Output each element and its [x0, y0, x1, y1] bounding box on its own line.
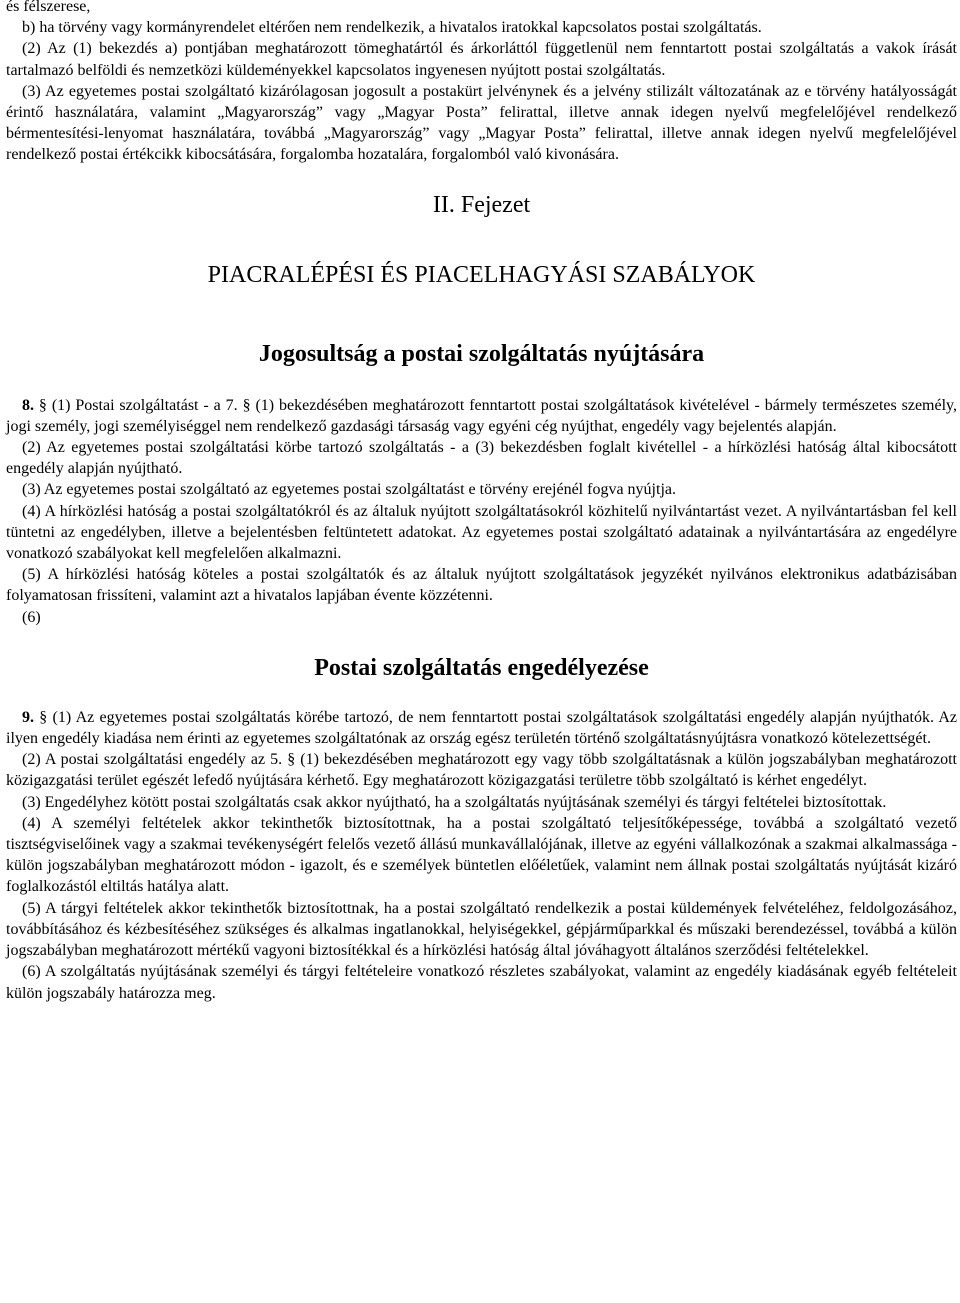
chapter-number: II. Fejezet — [432, 191, 531, 218]
section-8-p1-text: § (1) Postai szolgáltatást - a 7. § (1) bekezdésében meghatározott fenntartott postai szolgáltatások kivételével - bármely természetes személy, jogi személy, jogi személyiséggel nem rendelkező gazdasági társaság vagy egyéni cég nyújthat, engedély vagy bejelentés alapján. — [6, 396, 958, 435]
paragraph-3: (3) Az egyetemes postai szolgáltató kizárólagosan jogosult a postakürt jelvénynek és a jelvény stilizált változatának az e törvény hatályosságát érintő használatára, valamint „Magyarország” vagy „Magyar Posta” felirattal, illetve annak idegen nyelvű megfelelőjével rendelkező bérmentesítési-lenyomat használatára, továbbá „Magyarország” vagy „Magyar Posta” felirattal, illetve annak idegen nyelvű megfelelőjével rendelkező postai értékcikk kibocsátására, forgalomba hozatalára, forgalomból való kivonására. — [6, 82, 957, 164]
section-title-9: Postai szolgáltatás engedélyezése — [314, 654, 649, 681]
section-8-paragraph-3: (3) Az egyetemes postai szolgáltató az egyetemes postai szolgáltatást e törvény erejénél fogva nyújtja. — [22, 481, 676, 499]
section-8-paragraph-6: (6) — [22, 608, 41, 626]
section-8-paragraph-4: (4) A hírközlési hatóság a postai szolgáltatókról és az általuk nyújtott szolgáltatásokról közhitelű nyilvántartást vezet. A nyilvántartásban fel kell tüntetni az engedélyben, illetve a bejelentésben feltüntetett adatokat. Az egyetemes postai szolgáltató adatainak a nyilvántartására az engedélyre vonatkozó szabályokat kell megfelelően alkalmazni. — [6, 502, 957, 563]
section-number: 9. — [22, 708, 34, 726]
section-9-paragraph-6: (6) A szolgáltatás nyújtásának személyi és tárgyi feltételeire vonatkozó részletes szabályokat, valamint az engedély kiadásának egyéb feltételeit külön jogszabály határozza meg. — [6, 963, 957, 1002]
document-page — [6, 0, 957, 1004]
section-8-paragraph-2: (2) Az egyetemes postai szolgáltatási körbe tartozó szolgáltatás - a (3) bekezdésben foglalt kivétellel - a hírközlési hatóság által kibocsátott engedély alapján nyújtható. — [6, 439, 957, 478]
section-8-paragraph-1 — [6, 395, 957, 437]
section-title-8: Jogosultság a postai szolgáltatás nyújtására — [258, 340, 705, 367]
section-9-p1-text: § (1) Az egyetemes postai szolgáltatás körébe tartozó, de nem fenntartott postai szolgáltatások szolgáltatási engedély alapján nyújthatók. Az ilyen engedély kiadása nem érinti az egyetemes szolgáltatónak az ország egész területén történő szolgáltatásnyújtásra vonatkozó kötelezettségét. — [6, 708, 958, 748]
paragraph-b-point: b) ha törvény vagy kormányrendelet eltérően nem rendelkezik, a hivatalos iratokkal kapcsolatos postai szolgáltatás. — [22, 19, 762, 37]
section-9-paragraph-5: (5) A tárgyi feltételek akkor tekinthetők biztosítottnak, ha a postai szolgáltató rendelkezik a postai küldemények felvételéhez, feldolgozásához, továbbításához és kézbesítéséhez szükséges és alkalmas ingatlanokkal, helyiségekkel, gépjárműparkkal és műszaki berendezéssel, továbbá a külön jogszabályban meghatározott mértékű vagyoni biztosítékkal és a hírközlési hatóság által jóváhagyott általános szerződési feltételekkel. — [6, 899, 957, 960]
section-number: 8. — [22, 396, 34, 414]
section-8-paragraph-5: (5) A hírközlési hatóság köteles a postai szolgáltatók és az általuk nyújtott szolgáltatások jegyzékét nyilvános elektronikus adatbázisában folyamatosan frissíteni, valamint azt a hivatalos lapjában évente közzétenni. — [6, 566, 957, 605]
paragraph-2: (2) Az (1) bekezdés a) pontjában meghatározott tömeghatártól és árkorláttól függetlenül nem fenntartott postai szolgáltatás a vakok írását tartalmazó belföldi és nemzetközi küldeményekkel kapcsolatos ingyenesen nyújtott postai szolgáltatás. — [6, 40, 957, 79]
paragraph-line: és félszerese, — [6, 0, 91, 15]
section-9-paragraph-3: (3) Engedélyhez kötött postai szolgáltatás csak akkor nyújtható, ha a szolgáltatás nyújtásának személyi és tárgyi feltételei biztosítottak. — [22, 793, 887, 811]
section-9-paragraph-4: (4) A személyi feltételek akkor tekinthetők biztosítottnak, ha a postai szolgáltató teljesítőképessége, továbbá a szolgáltató vezető tisztségviselőinek vagy a szakmai tevékenységért felelős vezető állású munkavállalójának, illetve az egyéni vállalkozónak a szakmai alkalmassága - külön jogszabályban meghatározott módon - igazolt, és e személyek büntetlen előéletűek, valamint nem állnak postai szolgáltatás nyújtását kizáró foglalkozástól eltiltás hatálya alatt. — [6, 814, 957, 896]
section-9-paragraph-2: (2) A postai szolgáltatási engedély az 5. § (1) bekezdésében meghatározott egy vagy több szolgáltatásnak a külön jogszabályban meghatározott közigazgatási terület egészét lefedő nyújtására kérhető. Egy meghatározott közigazgatási területre több szolgáltató is kérhet engedélyt. — [6, 751, 957, 790]
section-9-paragraph-1 — [6, 707, 957, 749]
chapter-title: PIACRALÉPÉSI ÉS PIACELHAGYÁSI SZABÁLYOK — [207, 261, 756, 288]
